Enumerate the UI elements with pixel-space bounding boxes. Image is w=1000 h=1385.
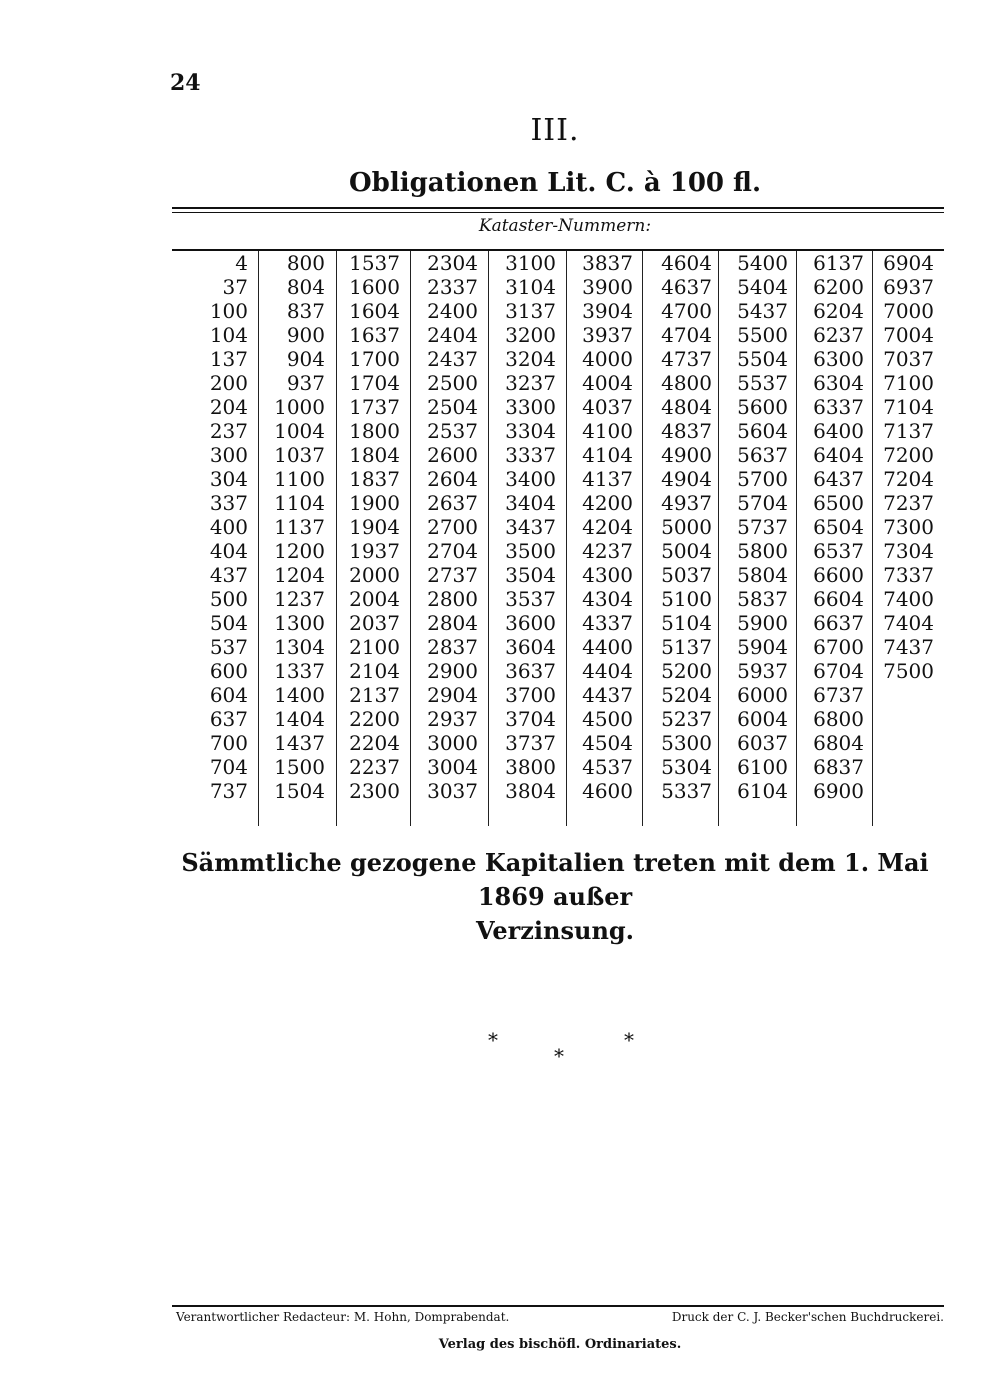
table-cell: 4600: [582, 779, 633, 803]
table-cell: 7437: [883, 635, 934, 659]
table-cell: 2604: [427, 467, 478, 491]
table-cell: 3504: [505, 563, 556, 587]
column-divider: [488, 251, 489, 826]
table-cell: 1300: [274, 611, 325, 635]
table-column: [178, 251, 256, 826]
table-cell: 6604: [813, 587, 864, 611]
table-cell: 7337: [883, 563, 934, 587]
table-cell: 5737: [737, 515, 788, 539]
table-column: [564, 251, 641, 826]
table-cell: 6137: [813, 251, 864, 275]
table-cell: 7004: [883, 323, 934, 347]
table-cell: 1137: [274, 515, 325, 539]
table-cell: 3300: [505, 395, 556, 419]
column-divider: [566, 251, 567, 826]
table-cell: 5504: [737, 347, 788, 371]
footer-editor: Verantwortlicher Redacteur: M. Hohn, Domprabendat.: [176, 1310, 510, 1324]
table-cell: 1337: [274, 659, 325, 683]
table-cell: 237: [209, 419, 248, 443]
table-cell: 2500: [427, 371, 478, 395]
table-cell: 1604: [349, 299, 400, 323]
table-cell: 604: [209, 683, 248, 707]
table-cell: 4504: [582, 731, 633, 755]
table-cell: 1500: [274, 755, 325, 779]
table-cell: 1537: [349, 251, 400, 275]
table-cell: 3700: [505, 683, 556, 707]
table-cell: 5404: [737, 275, 788, 299]
table-cell: 4104: [582, 443, 633, 467]
table-cell: 3200: [505, 323, 556, 347]
ornament-star: *: [624, 1028, 634, 1052]
table-cell: 3837: [582, 251, 633, 275]
table-cell: 3800: [505, 755, 556, 779]
table-cell: 4800: [661, 371, 712, 395]
table-cell: 3704: [505, 707, 556, 731]
table-cell: 4837: [661, 419, 712, 443]
table-cell: 3100: [505, 251, 556, 275]
table-cell: 2637: [427, 491, 478, 515]
table-cell: 4100: [582, 419, 633, 443]
top-rule-thin: [172, 212, 944, 213]
table-cell: 7304: [883, 539, 934, 563]
table-cell: 5500: [737, 323, 788, 347]
table-cell: 1704: [349, 371, 400, 395]
table-cell: 4704: [661, 323, 712, 347]
table-cell: 5300: [661, 731, 712, 755]
column-divider: [336, 251, 337, 826]
table-cell: 600: [209, 659, 248, 683]
table-cell: 2200: [349, 707, 400, 731]
table-cell: 2400: [427, 299, 478, 323]
table-cell: 6500: [813, 491, 864, 515]
table-cell: 2900: [427, 659, 478, 683]
table-cell: 7400: [883, 587, 934, 611]
table-cell: 4904: [661, 467, 712, 491]
table-cell: 5004: [661, 539, 712, 563]
table-cell: 6237: [813, 323, 864, 347]
table-cell: 3404: [505, 491, 556, 515]
table-cell: 6400: [813, 419, 864, 443]
table-cell: 800: [286, 251, 325, 275]
table-cell: 6504: [813, 515, 864, 539]
footer-rule: [172, 1305, 944, 1307]
table-cell: 4300: [582, 563, 633, 587]
table-cell: 537: [209, 635, 248, 659]
table-cell: 2000: [349, 563, 400, 587]
table-cell: 5804: [737, 563, 788, 587]
table-cell: 2237: [349, 755, 400, 779]
table-cell: 5537: [737, 371, 788, 395]
table-cell: 2100: [349, 635, 400, 659]
column-header: Kataster-Nummern:: [478, 216, 652, 236]
table-cell: 2537: [427, 419, 478, 443]
table-cell: 637: [209, 707, 248, 731]
table-column: [408, 251, 486, 826]
table-cell: 5104: [661, 611, 712, 635]
table-cell: 1404: [274, 707, 325, 731]
table-cell: 4537: [582, 755, 633, 779]
table-cell: 6104: [737, 779, 788, 803]
table-cell: 837: [286, 299, 325, 323]
table-cell: 1600: [349, 275, 400, 299]
table-cell: 5237: [661, 707, 712, 731]
table-column: [486, 251, 564, 826]
table-cell: 5100: [661, 587, 712, 611]
table-cell: 6900: [813, 779, 864, 803]
table-cell: 2404: [427, 323, 478, 347]
table-cell: 5604: [737, 419, 788, 443]
column-divider: [410, 251, 411, 826]
table-cell: 2504: [427, 395, 478, 419]
table-cell: 6704: [813, 659, 864, 683]
column-divider: [642, 251, 643, 826]
table-cell: 6937: [883, 275, 934, 299]
table-cell: 1100: [274, 467, 325, 491]
table-cell: 2804: [427, 611, 478, 635]
table-cell: 1304: [274, 635, 325, 659]
table-cell: 437: [209, 563, 248, 587]
table-cell: 37: [222, 275, 248, 299]
table-cell: 1237: [274, 587, 325, 611]
table-cell: 1700: [349, 347, 400, 371]
table-cell: 4404: [582, 659, 633, 683]
closing-line-2: Verzinsung.: [475, 916, 635, 945]
table-cell: 904: [286, 347, 325, 371]
table-cell: 5900: [737, 611, 788, 635]
table-cell: 4204: [582, 515, 633, 539]
table-cell: 6304: [813, 371, 864, 395]
table-cell: 3804: [505, 779, 556, 803]
section-number: III.: [530, 113, 580, 148]
table-cell: 3437: [505, 515, 556, 539]
table-cell: 700: [209, 731, 248, 755]
table-cell: 1204: [274, 563, 325, 587]
table-cell: 3900: [582, 275, 633, 299]
table-cell: 3937: [582, 323, 633, 347]
table-cell: 4637: [661, 275, 712, 299]
table-cell: 2204: [349, 731, 400, 755]
table-cell: 2737: [427, 563, 478, 587]
table-cell: 3600: [505, 611, 556, 635]
table-column: [720, 251, 796, 826]
table-cell: 4000: [582, 347, 633, 371]
table-cell: 3237: [505, 371, 556, 395]
ornament-star: *: [488, 1028, 498, 1052]
table-cell: 4900: [661, 443, 712, 467]
table-cell: 100: [209, 299, 248, 323]
table-cell: 4437: [582, 683, 633, 707]
table-cell: 2300: [349, 779, 400, 803]
table-cell: 1037: [274, 443, 325, 467]
table-cell: 7100: [883, 371, 934, 395]
table-cell: 304: [209, 467, 248, 491]
table-cell: 7037: [883, 347, 934, 371]
table-cell: 3337: [505, 443, 556, 467]
table-cell: 5904: [737, 635, 788, 659]
table-cell: 2937: [427, 707, 478, 731]
table-cell: 1437: [274, 731, 325, 755]
table-column: [333, 251, 408, 826]
table-cell: 6337: [813, 395, 864, 419]
table-title: Obligationen Lit. C. à 100 fl.: [348, 168, 762, 198]
top-rule: [172, 207, 944, 209]
table-cell: 5137: [661, 635, 712, 659]
table-cell: 3537: [505, 587, 556, 611]
table-cell: 5000: [661, 515, 712, 539]
table-cell: 6200: [813, 275, 864, 299]
table-cell: 2337: [427, 275, 478, 299]
table-column: [796, 251, 872, 826]
column-divider: [258, 251, 259, 826]
table-column: [872, 251, 942, 826]
table-cell: 1904: [349, 515, 400, 539]
table-cell: 5037: [661, 563, 712, 587]
table-cell: 3304: [505, 419, 556, 443]
table-cell: 3737: [505, 731, 556, 755]
table-cell: 504: [209, 611, 248, 635]
table-cell: 4737: [661, 347, 712, 371]
closing-line-1: Sämmtliche gezogene Kapitalien treten mit dem 1. Mai 1869 außer: [181, 848, 929, 911]
table-cell: 4604: [661, 251, 712, 275]
table-cell: 7237: [883, 491, 934, 515]
table-cell: 6637: [813, 611, 864, 635]
table-cell: 2004: [349, 587, 400, 611]
table-cell: 137: [209, 347, 248, 371]
table-cell: 2600: [427, 443, 478, 467]
table-cell: 6300: [813, 347, 864, 371]
table-cell: 1800: [349, 419, 400, 443]
number-table: [178, 251, 942, 826]
table-cell: 3104: [505, 275, 556, 299]
table-cell: 4500: [582, 707, 633, 731]
table-cell: 5937: [737, 659, 788, 683]
table-cell: 300: [209, 443, 248, 467]
table-cell: 1804: [349, 443, 400, 467]
table-cell: 1900: [349, 491, 400, 515]
table-cell: 7200: [883, 443, 934, 467]
table-cell: 1000: [274, 395, 325, 419]
table-column: [256, 251, 333, 826]
table-cell: 6037: [737, 731, 788, 755]
table-cell: 4937: [661, 491, 712, 515]
table-cell: 6004: [737, 707, 788, 731]
table-cell: 4337: [582, 611, 633, 635]
table-cell: 3904: [582, 299, 633, 323]
table-cell: 1504: [274, 779, 325, 803]
table-cell: 1200: [274, 539, 325, 563]
table-cell: 2800: [427, 587, 478, 611]
table-cell: 1937: [349, 539, 400, 563]
table-cell: 5337: [661, 779, 712, 803]
column-divider: [718, 251, 719, 826]
table-cell: 5704: [737, 491, 788, 515]
closing-note: [160, 846, 950, 948]
table-cell: 6537: [813, 539, 864, 563]
table-cell: 2037: [349, 611, 400, 635]
table-cell: 4804: [661, 395, 712, 419]
table-cell: 2700: [427, 515, 478, 539]
footer-publisher: Verlag des bischöfl. Ordinariates.: [438, 1337, 682, 1352]
table-cell: 2104: [349, 659, 400, 683]
ornament-star: *: [554, 1044, 564, 1068]
table-cell: 204: [209, 395, 248, 419]
table-cell: 7300: [883, 515, 934, 539]
table-cell: 804: [286, 275, 325, 299]
table-cell: 5800: [737, 539, 788, 563]
table-cell: 2304: [427, 251, 478, 275]
page-number: 24: [170, 70, 201, 96]
table-cell: 6437: [813, 467, 864, 491]
table-cell: 6800: [813, 707, 864, 731]
table-cell: 1737: [349, 395, 400, 419]
table-cell: 6204: [813, 299, 864, 323]
table-cell: 3604: [505, 635, 556, 659]
table-cell: 900: [286, 323, 325, 347]
table-cell: 5400: [737, 251, 788, 275]
table-cell: 3000: [427, 731, 478, 755]
table-column: [641, 251, 720, 826]
table-cell: 3637: [505, 659, 556, 683]
footer-printer: Druck der C. J. Becker'schen Buchdruckerei.: [671, 1310, 944, 1324]
table-cell: 4304: [582, 587, 633, 611]
table-cell: 6700: [813, 635, 864, 659]
table-cell: 4700: [661, 299, 712, 323]
table-cell: 6600: [813, 563, 864, 587]
table-cell: 7104: [883, 395, 934, 419]
column-divider: [796, 251, 797, 826]
table-cell: 4: [235, 251, 248, 275]
table-cell: 7204: [883, 467, 934, 491]
table-cell: 3037: [427, 779, 478, 803]
table-cell: 6837: [813, 755, 864, 779]
table-cell: 7500: [883, 659, 934, 683]
table-cell: 5200: [661, 659, 712, 683]
table-cell: 400: [209, 515, 248, 539]
table-cell: 4037: [582, 395, 633, 419]
table-cell: 7404: [883, 611, 934, 635]
table-cell: 6404: [813, 443, 864, 467]
table-cell: 4004: [582, 371, 633, 395]
table-cell: 3004: [427, 755, 478, 779]
table-cell: 3137: [505, 299, 556, 323]
table-cell: 5700: [737, 467, 788, 491]
table-cell: 2704: [427, 539, 478, 563]
table-cell: 2904: [427, 683, 478, 707]
table-cell: 737: [209, 779, 248, 803]
table-cell: 6100: [737, 755, 788, 779]
table-cell: 1104: [274, 491, 325, 515]
table-cell: 1837: [349, 467, 400, 491]
table-cell: 5837: [737, 587, 788, 611]
table-cell: 937: [286, 371, 325, 395]
table-cell: 5637: [737, 443, 788, 467]
table-cell: 5600: [737, 395, 788, 419]
table-cell: 6904: [883, 251, 934, 275]
table-cell: 4200: [582, 491, 633, 515]
table-cell: 6737: [813, 683, 864, 707]
table-cell: 404: [209, 539, 248, 563]
table-cell: 7137: [883, 419, 934, 443]
table-cell: 5437: [737, 299, 788, 323]
table-cell: 104: [209, 323, 248, 347]
table-cell: 4400: [582, 635, 633, 659]
table-cell: 6000: [737, 683, 788, 707]
table-cell: 704: [209, 755, 248, 779]
table-cell: 6804: [813, 731, 864, 755]
table-cell: 2437: [427, 347, 478, 371]
table-cell: 5204: [661, 683, 712, 707]
table-cell: 4137: [582, 467, 633, 491]
table-cell: 7000: [883, 299, 934, 323]
column-divider: [872, 251, 873, 826]
table-cell: 200: [209, 371, 248, 395]
table-cell: 1400: [274, 683, 325, 707]
table-cell: 4237: [582, 539, 633, 563]
table-cell: 1637: [349, 323, 400, 347]
table-cell: 3500: [505, 539, 556, 563]
table-cell: 2137: [349, 683, 400, 707]
table-cell: 3204: [505, 347, 556, 371]
table-cell: 5304: [661, 755, 712, 779]
table-cell: 1004: [274, 419, 325, 443]
table-cell: 2837: [427, 635, 478, 659]
table-cell: 500: [209, 587, 248, 611]
table-cell: 3400: [505, 467, 556, 491]
table-cell: 337: [209, 491, 248, 515]
